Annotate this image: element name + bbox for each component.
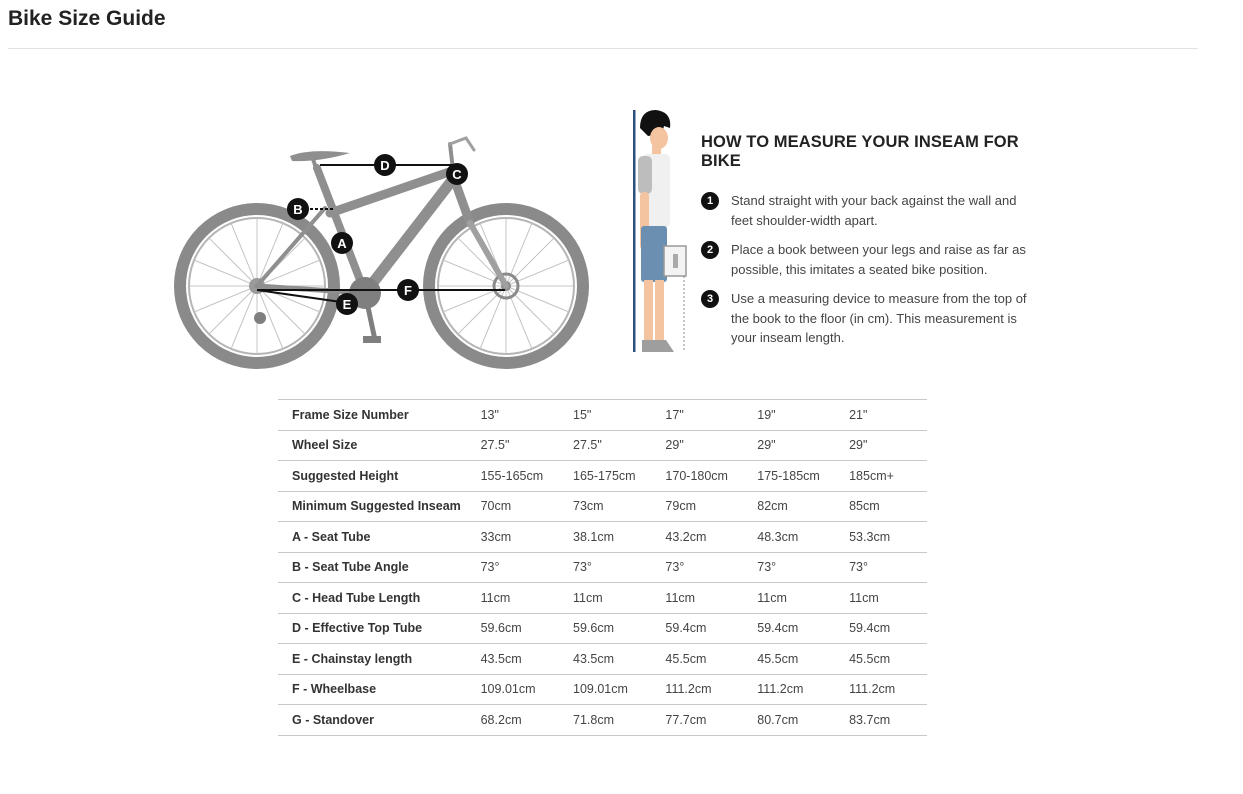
- measurement-lines: [257, 165, 505, 303]
- marker-a: [331, 232, 353, 254]
- table-cell: 43.5cm: [480, 651, 522, 666]
- table-cell: 109.01cm: [573, 682, 628, 697]
- step-number-badge: 1: [701, 192, 719, 210]
- pedal: [363, 336, 381, 343]
- table-cell: 111.2cm: [849, 682, 896, 697]
- marker-f: [397, 279, 419, 301]
- person-face: [650, 127, 668, 149]
- table-cell: 175-185cm: [757, 468, 820, 483]
- table-cell: 80.7cm: [757, 712, 799, 727]
- table-cell: 21": [849, 407, 868, 422]
- table-cell: 59.4cm: [849, 621, 891, 636]
- table-cell: 29": [849, 438, 868, 453]
- marker-e: [336, 293, 358, 315]
- saddle: [290, 151, 350, 161]
- step-number-badge: 3: [701, 290, 719, 308]
- row-label: D - Effective Top Tube: [292, 621, 423, 636]
- row-label: G - Standover: [292, 712, 374, 727]
- person-right-leg: [655, 280, 664, 340]
- row-label: Wheel Size: [292, 438, 358, 453]
- marker-c: [446, 163, 468, 185]
- table-cell: 13": [480, 407, 499, 422]
- table-cell: 185cm+: [849, 468, 894, 483]
- table-cell: 53.3cm: [849, 529, 891, 544]
- table-cell: 111.2cm: [665, 682, 712, 697]
- table-cell: 165-175cm: [573, 468, 636, 483]
- table-cell: 73°: [849, 560, 869, 575]
- table-cell: 17": [665, 407, 684, 422]
- table-cell: 83.7cm: [849, 712, 891, 727]
- table-cell: 59.6cm: [573, 621, 615, 636]
- rear-derailleur: [254, 312, 266, 324]
- row-label: Frame Size Number: [292, 407, 409, 422]
- table-cell: 85cm: [849, 499, 880, 514]
- person-neck: [652, 146, 661, 155]
- table-cell: 15": [573, 407, 592, 422]
- table-cell: 11cm: [573, 590, 603, 605]
- table-cell: 73°: [757, 560, 777, 575]
- table-cell: 11cm: [665, 590, 696, 605]
- table-cell: 59.6cm: [480, 621, 522, 636]
- svg-text:B: B: [293, 202, 303, 217]
- step-number-badge: 2: [701, 241, 719, 259]
- table-cell: 19": [757, 407, 776, 422]
- instruction-step-1: [701, 191, 1031, 230]
- table-cell: 45.5cm: [757, 651, 799, 666]
- person-shorts: [641, 226, 667, 282]
- instruction-step-3: [701, 289, 1031, 348]
- row-label: E - Chainstay length: [292, 651, 413, 666]
- row-label: Minimum Suggested Inseam: [292, 499, 461, 514]
- instruction-step-2: [701, 240, 1031, 279]
- table-cell: 27.5": [480, 438, 510, 453]
- table-cell: 43.2cm: [665, 529, 707, 544]
- table-cell: 79cm: [665, 499, 696, 514]
- bike-geometry-illustration: [170, 128, 595, 373]
- step-text: Use a measuring device to measure from the top of the book to the floor (in cm). This measurement is your inseam length.: [731, 291, 1027, 345]
- table-cell: 70cm: [480, 499, 512, 514]
- table-cell: 38.1cm: [573, 529, 615, 544]
- table-cell: 77.7cm: [665, 712, 707, 727]
- table-cell: 73°: [480, 560, 500, 575]
- person-sleeve: [638, 156, 652, 194]
- instructions-heading: HOW TO MEASURE YOUR INSEAM FOR BIKE: [701, 133, 1019, 170]
- svg-text:E: E: [342, 297, 352, 312]
- step-text: Stand straight with your back against the wall and feet shoulder-width apart.: [731, 193, 1017, 228]
- table-row: [278, 644, 927, 675]
- table-cell: 111.2cm: [757, 682, 804, 697]
- table-row: [278, 674, 927, 705]
- step-text: Place a book between your legs and raise as far as possible, this imitates a seated bike position.: [731, 242, 1026, 277]
- svg-text:A: A: [337, 236, 347, 251]
- table-row: [278, 461, 927, 492]
- table-row: [278, 430, 927, 461]
- table-row: [278, 583, 927, 614]
- svg-text:F: F: [404, 283, 412, 298]
- table-cell: 73cm: [573, 499, 604, 514]
- table-cell: 82cm: [757, 499, 788, 514]
- table-cell: 29": [665, 438, 684, 453]
- table-row: [278, 522, 927, 553]
- svg-text:C: C: [452, 167, 462, 182]
- table-cell: 45.5cm: [849, 651, 891, 666]
- inseam-instructions: [701, 133, 1046, 358]
- title-divider: [8, 48, 1198, 49]
- marker-d: [374, 154, 396, 176]
- table-cell: 29": [757, 438, 776, 453]
- row-label: F - Wheelbase: [292, 682, 377, 697]
- table-row: [278, 400, 927, 431]
- table-cell: 43.5cm: [573, 651, 615, 666]
- table-cell: 33cm: [480, 529, 512, 544]
- marker-b: [287, 198, 309, 220]
- table-cell: 59.4cm: [665, 621, 707, 636]
- person-left-leg: [644, 280, 653, 340]
- page-title: Bike Size Guide: [8, 7, 166, 30]
- table-row: [278, 613, 927, 644]
- book-spine: [673, 254, 678, 268]
- person-shoes-icon: [642, 340, 674, 352]
- row-label: C - Head Tube Length: [292, 590, 421, 605]
- table-row: [278, 705, 927, 736]
- table-cell: 170-180cm: [665, 468, 728, 483]
- table-cell: 73°: [665, 560, 685, 575]
- table-cell: 27.5": [573, 438, 602, 453]
- table-cell: 68.2cm: [480, 712, 522, 727]
- table-cell: 45.5cm: [665, 651, 707, 666]
- row-label: A - Seat Tube: [292, 529, 371, 544]
- table-cell: 11cm: [757, 590, 787, 605]
- svg-text:D: D: [380, 158, 390, 173]
- table-cell: 11cm: [480, 590, 511, 605]
- table-cell: 155-165cm: [480, 468, 544, 483]
- table-cell: 59.4cm: [757, 621, 799, 636]
- row-label: B - Seat Tube Angle: [292, 560, 409, 575]
- bike-size-table: [278, 399, 927, 736]
- row-label: Suggested Height: [292, 468, 399, 483]
- table-cell: 71.8cm: [573, 712, 615, 727]
- table-row: [278, 491, 927, 522]
- table-cell: 48.3cm: [757, 529, 799, 544]
- table-cell: 11cm: [849, 590, 879, 605]
- table-row: [278, 552, 927, 583]
- wall-line: [633, 110, 636, 352]
- table-cell: 73°: [573, 560, 592, 575]
- inseam-measuring-illustration: [628, 106, 700, 358]
- table-cell: 109.01cm: [480, 682, 536, 697]
